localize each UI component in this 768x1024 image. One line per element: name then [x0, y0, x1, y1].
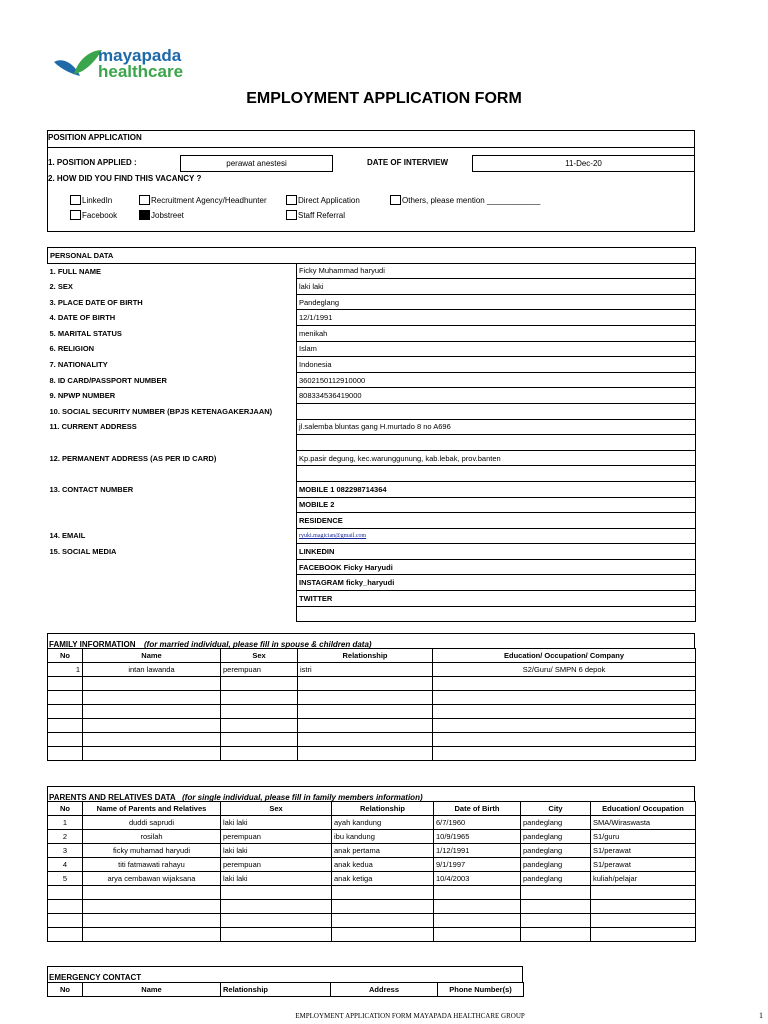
table-cell: rosilah	[83, 830, 221, 844]
table-cell	[332, 914, 434, 928]
vacancy-option[interactable]	[286, 195, 360, 205]
field-value: 3602150112910000	[297, 372, 696, 388]
personal-data-row	[48, 263, 696, 279]
field-label: 6. RELIGION	[48, 341, 297, 357]
table-row	[48, 914, 696, 928]
checkbox[interactable]	[390, 195, 401, 205]
table-cell	[521, 914, 591, 928]
field-value: jl.salemba bluntas gang H.murtado 8 no A696	[297, 419, 696, 435]
column-header: No	[48, 983, 83, 997]
table-cell	[298, 705, 433, 719]
table-cell	[298, 747, 433, 761]
table-cell	[433, 705, 696, 719]
field-label	[48, 575, 297, 591]
personal-data-row	[48, 372, 696, 388]
column-header: Education/ Occupation/ Company	[433, 649, 696, 663]
table-cell	[221, 747, 298, 761]
table-cell	[221, 691, 298, 705]
table-cell	[48, 914, 83, 928]
column-header: Relationship	[221, 983, 331, 997]
personal-data-row	[48, 513, 696, 529]
table-cell	[591, 928, 696, 942]
column-header: No	[48, 802, 83, 816]
table-cell	[83, 914, 221, 928]
table-cell: 10/9/1965	[434, 830, 521, 844]
table-cell: anak kedua	[332, 858, 434, 872]
table-cell: S1/perawat	[591, 858, 696, 872]
field-value: 12/1/1991	[297, 310, 696, 326]
column-header: Name of Parents and Relatives	[83, 802, 221, 816]
table-row	[48, 719, 696, 733]
table-cell: S1/guru	[591, 830, 696, 844]
table-cell	[48, 900, 83, 914]
field-label: 11. CURRENT ADDRESS	[48, 419, 297, 435]
column-header: Date of Birth	[434, 802, 521, 816]
table-cell	[591, 914, 696, 928]
table-cell	[83, 677, 221, 691]
table-row	[48, 691, 696, 705]
field-label: 4. DATE OF BIRTH	[48, 310, 297, 326]
table-row	[48, 858, 696, 872]
vacancy-option-label: Recruitment Agency/Headhunter	[151, 195, 267, 205]
checkbox[interactable]	[139, 210, 150, 220]
table-cell	[298, 733, 433, 747]
field-value: LINKEDIN	[297, 544, 696, 560]
parents-header-title: PARENTS AND RELATIVES DATA	[49, 793, 176, 802]
column-header: Relationship	[298, 649, 433, 663]
table-row	[48, 900, 696, 914]
column-header-row	[48, 983, 524, 997]
date-of-interview-field[interactable]: 11-Dec-20	[472, 155, 695, 172]
table-cell	[48, 886, 83, 900]
date-of-interview-label: DATE OF INTERVIEW	[367, 158, 449, 167]
field-value: Kp.pasir degung, kec.warunggunung, kab.lebak, prov.banten	[297, 450, 696, 466]
table-cell	[433, 691, 696, 705]
personal-data-row	[48, 466, 696, 482]
table-cell: perempuan	[221, 830, 332, 844]
table-row	[48, 663, 696, 677]
field-value	[297, 466, 696, 482]
table-cell: 5	[48, 872, 83, 886]
table-cell	[83, 928, 221, 942]
field-label	[48, 466, 297, 482]
personal-data-row	[48, 544, 696, 560]
email-link[interactable]: ryuki.magician@gmail.com	[297, 528, 696, 544]
table-cell	[83, 886, 221, 900]
table-cell: pandeglang	[521, 830, 591, 844]
page-number: 1	[759, 1011, 763, 1020]
personal-data-row	[48, 325, 696, 341]
field-label: 12. PERMANENT ADDRESS (AS PER ID CARD)	[48, 450, 297, 466]
field-value: laki laki	[297, 279, 696, 295]
table-cell	[48, 719, 83, 733]
vacancy-option-label: LinkedIn	[82, 195, 113, 205]
emergency-table	[47, 982, 524, 997]
table-cell: 1/12/1991	[434, 844, 521, 858]
field-value: menikah	[297, 325, 696, 341]
personal-data-header: PERSONAL DATA	[48, 248, 696, 264]
field-value: MOBILE 2	[297, 497, 696, 513]
vacancy-source-label: 2. HOW DID YOU FIND THIS VACANCY ?	[48, 174, 202, 183]
table-cell	[521, 928, 591, 942]
table-cell	[83, 719, 221, 733]
position-applied-field[interactable]: perawat anestesi	[180, 155, 333, 172]
table-cell	[48, 691, 83, 705]
personal-data-row	[48, 341, 696, 357]
table-cell	[48, 677, 83, 691]
emergency-header-title: EMERGENCY CONTACT	[49, 973, 142, 982]
column-header-row	[48, 802, 696, 816]
table-cell	[221, 928, 332, 942]
personal-data-row	[48, 481, 696, 497]
parents-header-note: (for single individual, please fill in family members information)	[182, 793, 423, 802]
family-header-note: (for married individual, please fill in spouse & children data)	[143, 640, 372, 649]
table-cell: 9/1/1997	[434, 858, 521, 872]
table-cell: pandeglang	[521, 844, 591, 858]
field-label: 3. PLACE DATE OF BIRTH	[48, 294, 297, 310]
vacancy-option[interactable]	[139, 210, 184, 220]
logo	[52, 48, 212, 82]
table-cell	[83, 733, 221, 747]
table-cell: laki laki	[221, 844, 332, 858]
table-cell	[221, 705, 298, 719]
column-header: Name	[83, 649, 221, 663]
table-cell: 1	[48, 663, 83, 677]
table-row	[48, 816, 696, 830]
table-cell: pandeglang	[521, 858, 591, 872]
parents-table	[47, 801, 696, 942]
table-cell: 1	[48, 816, 83, 830]
field-value	[297, 403, 696, 419]
table-cell	[298, 677, 433, 691]
table-row	[48, 844, 696, 858]
personal-data-row	[48, 591, 696, 607]
table-cell: arya cembawan wijaksana	[83, 872, 221, 886]
column-header: Education/ Occupation	[591, 802, 696, 816]
personal-data-row	[48, 559, 696, 575]
personal-data-row	[48, 450, 696, 466]
field-value	[297, 435, 696, 451]
family-header	[47, 633, 695, 649]
column-header-row	[48, 649, 696, 663]
table-cell: perempuan	[221, 663, 298, 677]
position-applied-label: 1. POSITION APPLIED :	[48, 158, 137, 167]
personal-data-row	[48, 279, 696, 295]
position-header: POSITION APPLICATION	[48, 133, 142, 142]
table-cell: ibu kandung	[332, 830, 434, 844]
vacancy-option[interactable]	[390, 195, 540, 205]
column-header: No	[48, 649, 83, 663]
table-row	[48, 830, 696, 844]
personal-data-table	[47, 247, 696, 622]
vacancy-option-label: Jobstreet	[151, 210, 184, 220]
family-table	[47, 648, 696, 761]
logo-text-line1: mayapada	[98, 46, 182, 65]
personal-data-row	[48, 388, 696, 404]
checkbox[interactable]	[286, 210, 297, 220]
checkbox[interactable]	[286, 195, 297, 205]
checkbox[interactable]	[139, 195, 150, 205]
column-header: Sex	[221, 802, 332, 816]
table-cell: 4	[48, 858, 83, 872]
table-cell	[298, 691, 433, 705]
personal-data-row	[48, 357, 696, 373]
field-value: Indonesia	[297, 357, 696, 373]
table-cell	[83, 705, 221, 719]
table-cell: ayah kandung	[332, 816, 434, 830]
table-row	[48, 677, 696, 691]
table-cell	[221, 900, 332, 914]
table-cell: 10/4/2003	[434, 872, 521, 886]
table-cell: pandeglang	[521, 816, 591, 830]
vacancy-option[interactable]	[70, 210, 117, 220]
table-cell	[434, 914, 521, 928]
table-cell	[521, 900, 591, 914]
table-cell	[433, 719, 696, 733]
page-title: EMPLOYMENT APPLICATION FORM	[246, 90, 522, 107]
checkbox[interactable]	[70, 210, 81, 220]
column-header: Relationship	[332, 802, 434, 816]
field-value: MOBILE 1 082298714364	[297, 481, 696, 497]
logo-mark-icon	[52, 48, 102, 82]
table-cell	[221, 719, 298, 733]
table-row	[48, 928, 696, 942]
table-cell: SMA/Wiraswasta	[591, 816, 696, 830]
table-cell: 3	[48, 844, 83, 858]
table-row	[48, 747, 696, 761]
field-value	[297, 606, 696, 622]
table-cell: duddi saprudi	[83, 816, 221, 830]
column-header: Phone Number(s)	[438, 983, 524, 997]
table-cell: anak pertama	[332, 844, 434, 858]
table-cell	[434, 928, 521, 942]
table-cell: S1/perawat	[591, 844, 696, 858]
field-label: 5. MARITAL STATUS	[48, 325, 297, 341]
table-cell: kuliah/pelajar	[591, 872, 696, 886]
table-cell	[221, 733, 298, 747]
personal-data-row	[48, 310, 696, 326]
field-label	[48, 513, 297, 529]
table-cell	[298, 719, 433, 733]
personal-data-row	[48, 403, 696, 419]
personal-data-row	[48, 294, 696, 310]
column-header: Address	[331, 983, 438, 997]
table-row	[48, 886, 696, 900]
table-cell	[48, 705, 83, 719]
table-cell	[83, 900, 221, 914]
table-cell	[221, 914, 332, 928]
table-cell	[434, 886, 521, 900]
table-cell	[332, 886, 434, 900]
personal-data-row	[48, 528, 696, 544]
table-cell: pandeglang	[521, 872, 591, 886]
vacancy-option-label: Facebook	[82, 210, 118, 220]
field-label: 2. SEX	[48, 279, 297, 295]
table-row	[48, 733, 696, 747]
table-cell	[221, 677, 298, 691]
column-header: Sex	[221, 649, 298, 663]
vacancy-option[interactable]	[70, 195, 112, 205]
vacancy-option-label: Direct Application	[298, 195, 360, 205]
table-cell	[591, 886, 696, 900]
field-value: FACEBOOK Ficky Haryudi	[297, 559, 696, 575]
field-label	[48, 435, 297, 451]
table-cell: titi fatmawati rahayu	[83, 858, 221, 872]
table-cell	[83, 691, 221, 705]
field-value: Islam	[297, 341, 696, 357]
field-label	[48, 591, 297, 607]
field-value: TWITTER	[297, 591, 696, 607]
field-label	[48, 606, 297, 622]
table-cell	[83, 747, 221, 761]
table-cell	[433, 747, 696, 761]
table-cell	[48, 733, 83, 747]
table-cell: S2/Guru/ SMPN 6 depok	[433, 663, 696, 677]
table-cell	[332, 928, 434, 942]
table-cell: intan lawanda	[83, 663, 221, 677]
table-cell	[48, 928, 83, 942]
field-label: 10. SOCIAL SECURITY NUMBER (BPJS KETENAGAKERJAAN)	[48, 403, 297, 419]
column-header: City	[521, 802, 591, 816]
parents-header	[47, 786, 695, 802]
table-cell	[221, 886, 332, 900]
column-header: Name	[83, 983, 221, 997]
logo-text-line2: healthcare	[98, 62, 184, 81]
field-label: 1. FULL NAME	[48, 263, 297, 279]
field-value: 808334536419000	[297, 388, 696, 404]
table-cell	[433, 677, 696, 691]
vacancy-option[interactable]	[286, 210, 345, 220]
table-cell: perempuan	[221, 858, 332, 872]
personal-data-row	[48, 497, 696, 513]
table-cell	[434, 900, 521, 914]
table-cell	[48, 747, 83, 761]
field-value: RESIDENCE	[297, 513, 696, 529]
field-label	[48, 497, 297, 513]
field-label	[48, 559, 297, 575]
footer-text: EMPLOYMENT APPLICATION FORM MAYAPADA HEALTHCARE GROUP	[295, 1012, 525, 1020]
table-cell: laki laki	[221, 872, 332, 886]
emergency-header	[47, 966, 523, 983]
table-cell: anak ketiga	[332, 872, 434, 886]
table-cell: 6/7/1960	[434, 816, 521, 830]
field-label: 9. NPWP NUMBER	[48, 388, 297, 404]
field-value: INSTAGRAM ficky_haryudi	[297, 575, 696, 591]
table-cell: ficky muhamad haryudi	[83, 844, 221, 858]
table-cell: laki laki	[221, 816, 332, 830]
field-label: 14. EMAIL	[48, 528, 297, 544]
vacancy-option-label: Others, please mention ____________	[402, 195, 541, 205]
table-cell: istri	[298, 663, 433, 677]
personal-data-row	[48, 575, 696, 591]
table-row	[48, 705, 696, 719]
table-cell	[332, 900, 434, 914]
field-value: Pandeglang	[297, 294, 696, 310]
vacancy-option[interactable]	[139, 195, 267, 205]
field-label: 8. ID CARD/PASSPORT NUMBER	[48, 372, 297, 388]
table-row	[48, 872, 696, 886]
table-cell	[433, 733, 696, 747]
field-label: 15. SOCIAL MEDIA	[48, 544, 297, 560]
table-cell: 2	[48, 830, 83, 844]
field-value: Ficky Muhammad haryudi	[297, 263, 696, 279]
personal-data-row	[48, 419, 696, 435]
checkbox[interactable]	[70, 195, 81, 205]
table-cell	[521, 886, 591, 900]
personal-data-row	[48, 435, 696, 451]
personal-data-row	[48, 606, 696, 622]
field-label: 7. NATIONALITY	[48, 357, 297, 373]
table-cell	[591, 900, 696, 914]
vacancy-option-label: Staff Referral	[298, 210, 345, 220]
family-header-title: FAMILY INFORMATION	[49, 640, 136, 649]
field-label: 13. CONTACT NUMBER	[48, 481, 297, 497]
